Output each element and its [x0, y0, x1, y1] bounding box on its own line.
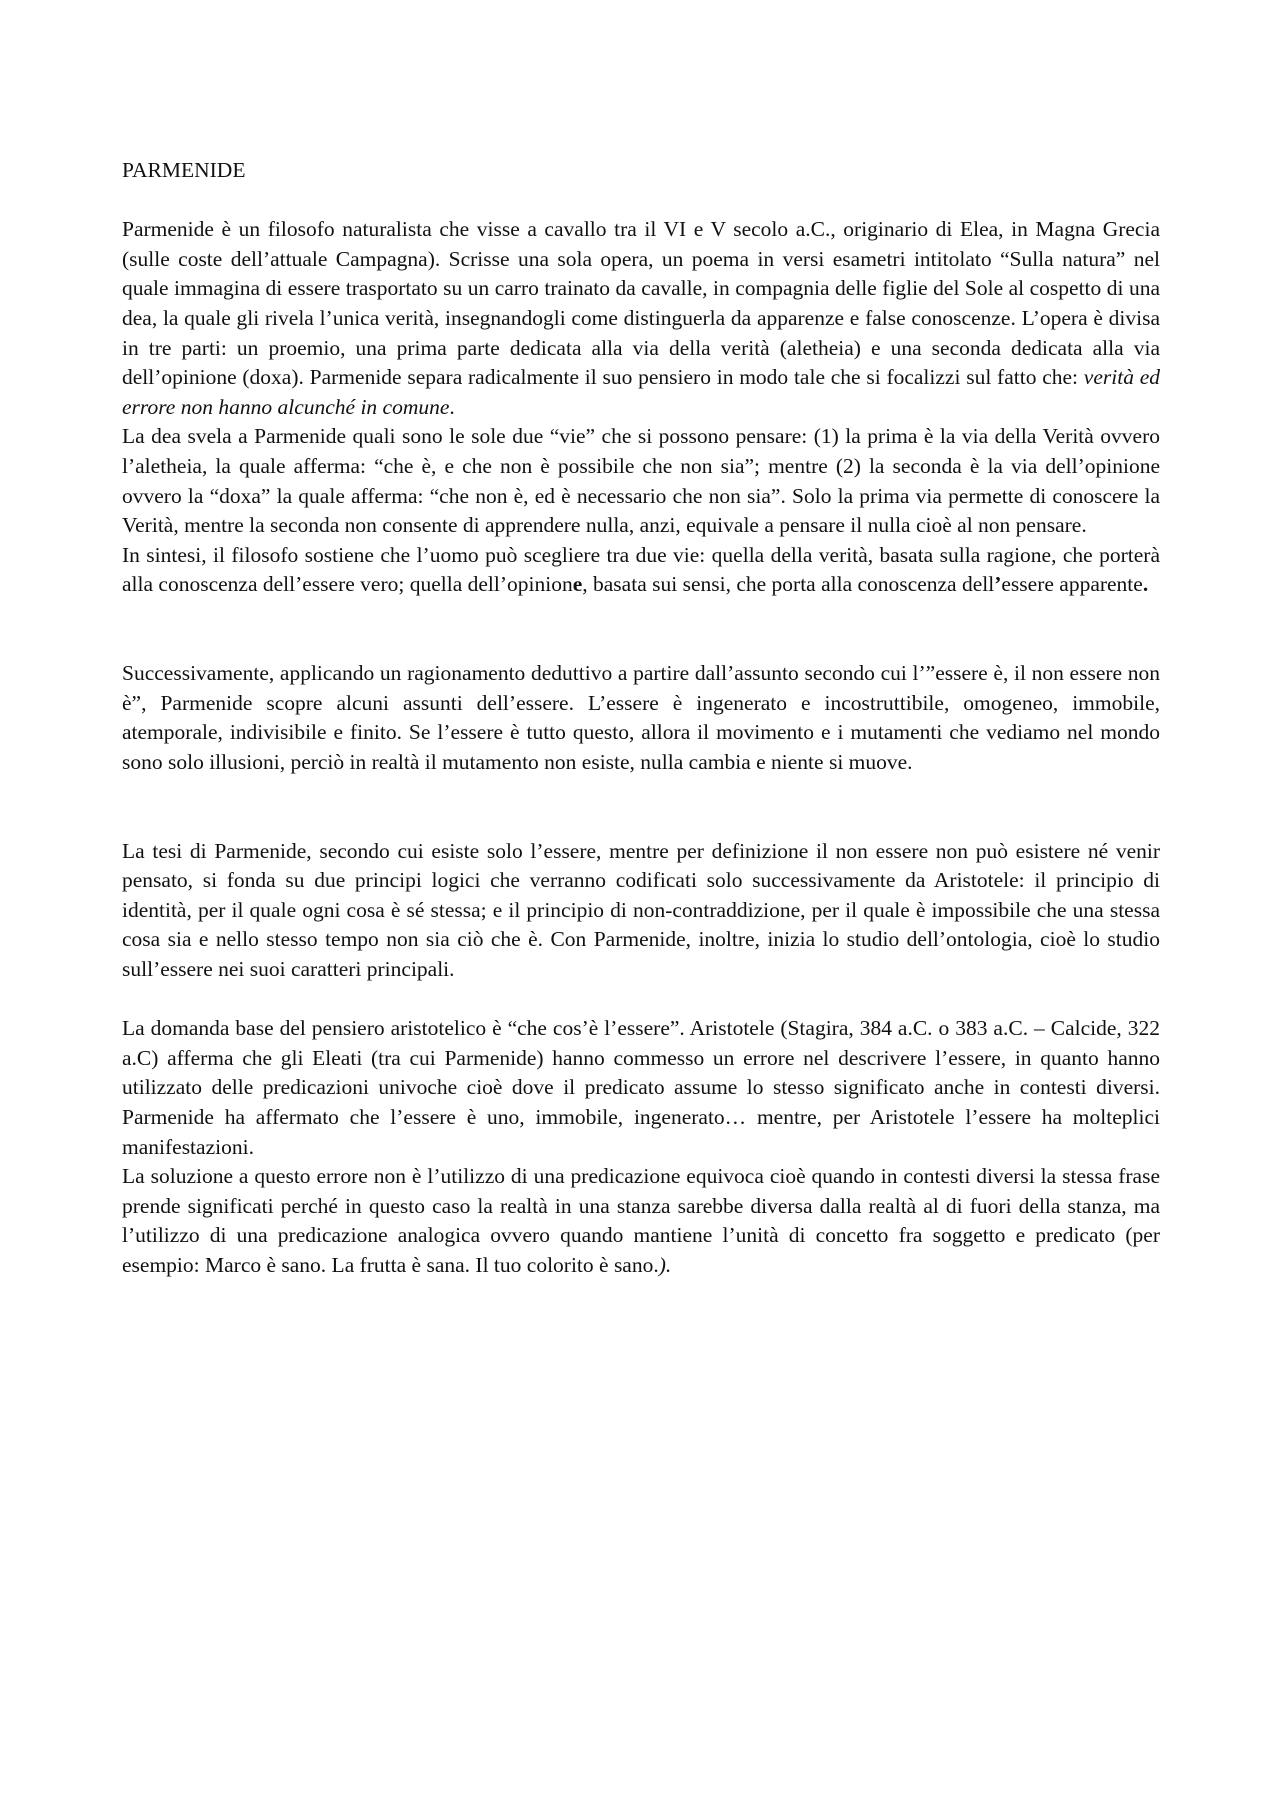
paragraph-thesis: La tesi di Parmenide, secondo cui esiste solo l’essere, mentre per definizione il non essere non può esistere né venir pensato, si fonda su due principi logici che verranno codificati solo successivamente da Aristotele: il principio di identità, per il quale ogni cosa è sé stessa; e il principio di non-contraddizione, per il quale è impossibile che una stessa cosa sia e nello stesso tempo non sia ciò che è. Con Parmenide, inoltre, inizia lo studio dell’ontologia, cioè lo studio sull’essere nei suoi caratteri principali. — [122, 838, 1160, 982]
paragraph-summary-part1: In sintesi, il filosofo sostiene che l’uomo può scegliere tra due vie: quella della verità, basata sulla ragione, che porterà alla conoscenza dell’essere vero; quella dell’opinion — [122, 542, 1160, 597]
paragraph-intro-text: Parmenide è un filosofo naturalista che visse a cavallo tra il VI e V secolo a.C., originario di Elea, in Magna Grecia (sulle coste dell’attuale Campagna). Scrisse una sola opera, un poema in versi esametri intitolato “Sulla natura” nel quale immagina di essere trasportato su un carro trainato da cavalle, in compagnia delle figlie del Sole al cospetto di una dea, la quale gli rivela l’unica verità, insegnandogli come distinguerla da apparenze e false conoscenze. L’opera è divisa in tre parti: un proemio, una prima parte dedicata alla via della verità (aletheia) e una seconda dedicata alla via dell’opinione (doxa). Parmenide separa radicalmente il suo pensiero in modo tale che si focalizzi sul fatto che: — [122, 217, 1160, 390]
paragraph-summary-part3: essere apparente — [1001, 572, 1143, 597]
paragraph-solution-text: La soluzione a questo errore non è l’utilizzo di una predicazione equivoca cioè quando in contesti diversi la stessa frase prende significati perché in questo caso la realtà in una stanza sarebbe diversa dalla realtà al di fuori della stanza, ma l’utilizzo di una predicazione analogica ovvero quando mantiene l’unità di concetto fra soggetto e predicato (per esempio: Marco è sano. La frutta è sana. Il tuo colorito è sano. — [122, 1164, 1160, 1277]
paragraph-summary-bold1: e — [572, 572, 583, 597]
paragraph-summary-bold2: ’ — [994, 572, 1002, 597]
paragraph-deduction: Successivamente, applicando un ragionamento deduttivo a partire dall’assunto secondo cui l’”essere è, il non essere non è”, Parmenide scopre alcuni assunti dell’essere. L’essere è ingenerato e incostruttibile, omogeneo, immobile, atemporale, indivisibile e finito. Se l’essere è tutto questo, allora il movimento e i mutamenti che vediamo nel mondo sono solo illusioni, perciò in realtà il mutamento non esiste, nulla cambia e niente si muove. — [122, 661, 1160, 774]
document-body — [122, 156, 1160, 1281]
paragraph-intro-italic: verità ed errore non hanno alcunché in comune — [122, 365, 1161, 419]
paragraph-solution-italic: ). — [658, 1252, 672, 1277]
paragraph-solution — [122, 1162, 1160, 1280]
paragraph-summary-bold3: . — [1142, 572, 1149, 597]
paragraph-summary — [122, 541, 1160, 600]
document-title: PARMENIDE — [122, 158, 246, 182]
paragraph-intro-end: . — [449, 394, 455, 419]
paragraph-aristotle: La domanda base del pensiero aristotelico è “che cos’è l’essere”. Aristotele (Stagira, 384 a.C. o 383 a.C. – Calcide, 322 a.C) afferma che gli Eleati (tra cui Parmenide) hanno commesso un errore nel descrivere l’essere, in quanto hanno utilizzato delle predicazioni univoche cioè dove il predicato assume lo stesso significato anche in contesti diversi. Parmenide ha affermato che l’essere è uno, immobile, ingenerato… mentre, per Aristotele l’essere ha molteplici manifestazioni. — [122, 1016, 1160, 1159]
paragraph-two-ways: La dea svela a Parmenide quali sono le sole due “vie” che si possono pensare: (1) la prima è la via della Verità ovvero l’aletheia, la quale afferma: “che è, e che non è possibile che non sia”; mentre (2) la seconda è la via dell’opinione ovvero la “doxa” la quale afferma: “che non è, ed è necessario che non sia”. Solo la prima via permette di conoscere la Verità, mentre la seconda non consente di apprendere nulla, anzi, equivale a pensare il nulla cioè al non pensare. — [122, 424, 1160, 538]
paragraph-summary-part2: , basata sui sensi, che porta alla conoscenza dell — [582, 572, 995, 597]
paragraph-intro — [122, 215, 1160, 422]
